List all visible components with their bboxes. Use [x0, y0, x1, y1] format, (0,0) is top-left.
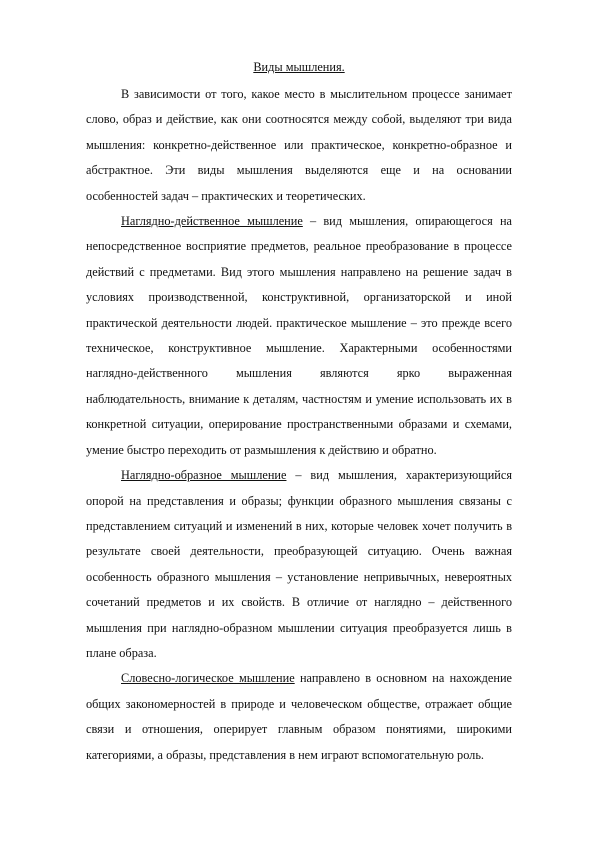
section-text: – вид мышления, опирающегося на непосредственное восприятие предметов, реальное преобразование в процессе действий с предметами. Вид этого мышления направлено на решение задач в условиях производственной, конструктивной, организаторской и иной практической деятельности людей. практическое мышление – это прежде всего техническое, конструктивное мышление. Характерными особенностями наглядно-действенного мышления являются ярко выраженная наблюдательность, внимание к деталям, частностям и умение использовать их в конкретной ситуации, оперирование пространственными образами и схемами, умение быстро переходить от размышления к действию и обратно.: [86, 214, 512, 457]
intro-paragraph: В зависимости от того, какое место в мыслительном процессе занимает слово, образ и действие, как они соотносятся между собой, выделяют три вида мышления: конкретно-действенное или практическое, конкретно-образное и абстрактное. Эти виды мышления выделяются еще и на основании особенностей задач – практических и теоретических.: [86, 87, 512, 203]
document-title: Виды мышления.: [253, 60, 345, 74]
section-term: Словесно-логическое мышление: [121, 671, 295, 686]
section-text: – вид мышления, характеризующийся опорой на представления и образы; функции образного мышления связаны с представлением ситуаций и изменений в них, которые человек хочет получить в результате своей деятельности, преобразующей ситуацию. Очень важная особенность образного мышления – установление непривычных, невероятных сочетаний предметов и их свойств. В отличие от наглядно – действенного мышления при наглядно-образном мышлении ситуация преобразуется лишь в плане образа.: [86, 468, 512, 660]
section-term: Наглядно-действенное мышление: [121, 214, 303, 229]
section-text: направлено в основном на нахождение общих закономерностей в природе и человеческом обществе, отражает общие связи и отношения, оперирует главным образом понятиями, широкими категориями, а образы, представления в нем играют вспомогательную роль.: [86, 671, 512, 762]
document-page: [86, 56, 512, 768]
section-verbal-logical-thinking: [86, 666, 512, 768]
section-visual-image-thinking: [86, 463, 512, 666]
section-term: Наглядно-образное мышление: [121, 468, 287, 483]
section-visual-action-thinking: [86, 209, 512, 463]
